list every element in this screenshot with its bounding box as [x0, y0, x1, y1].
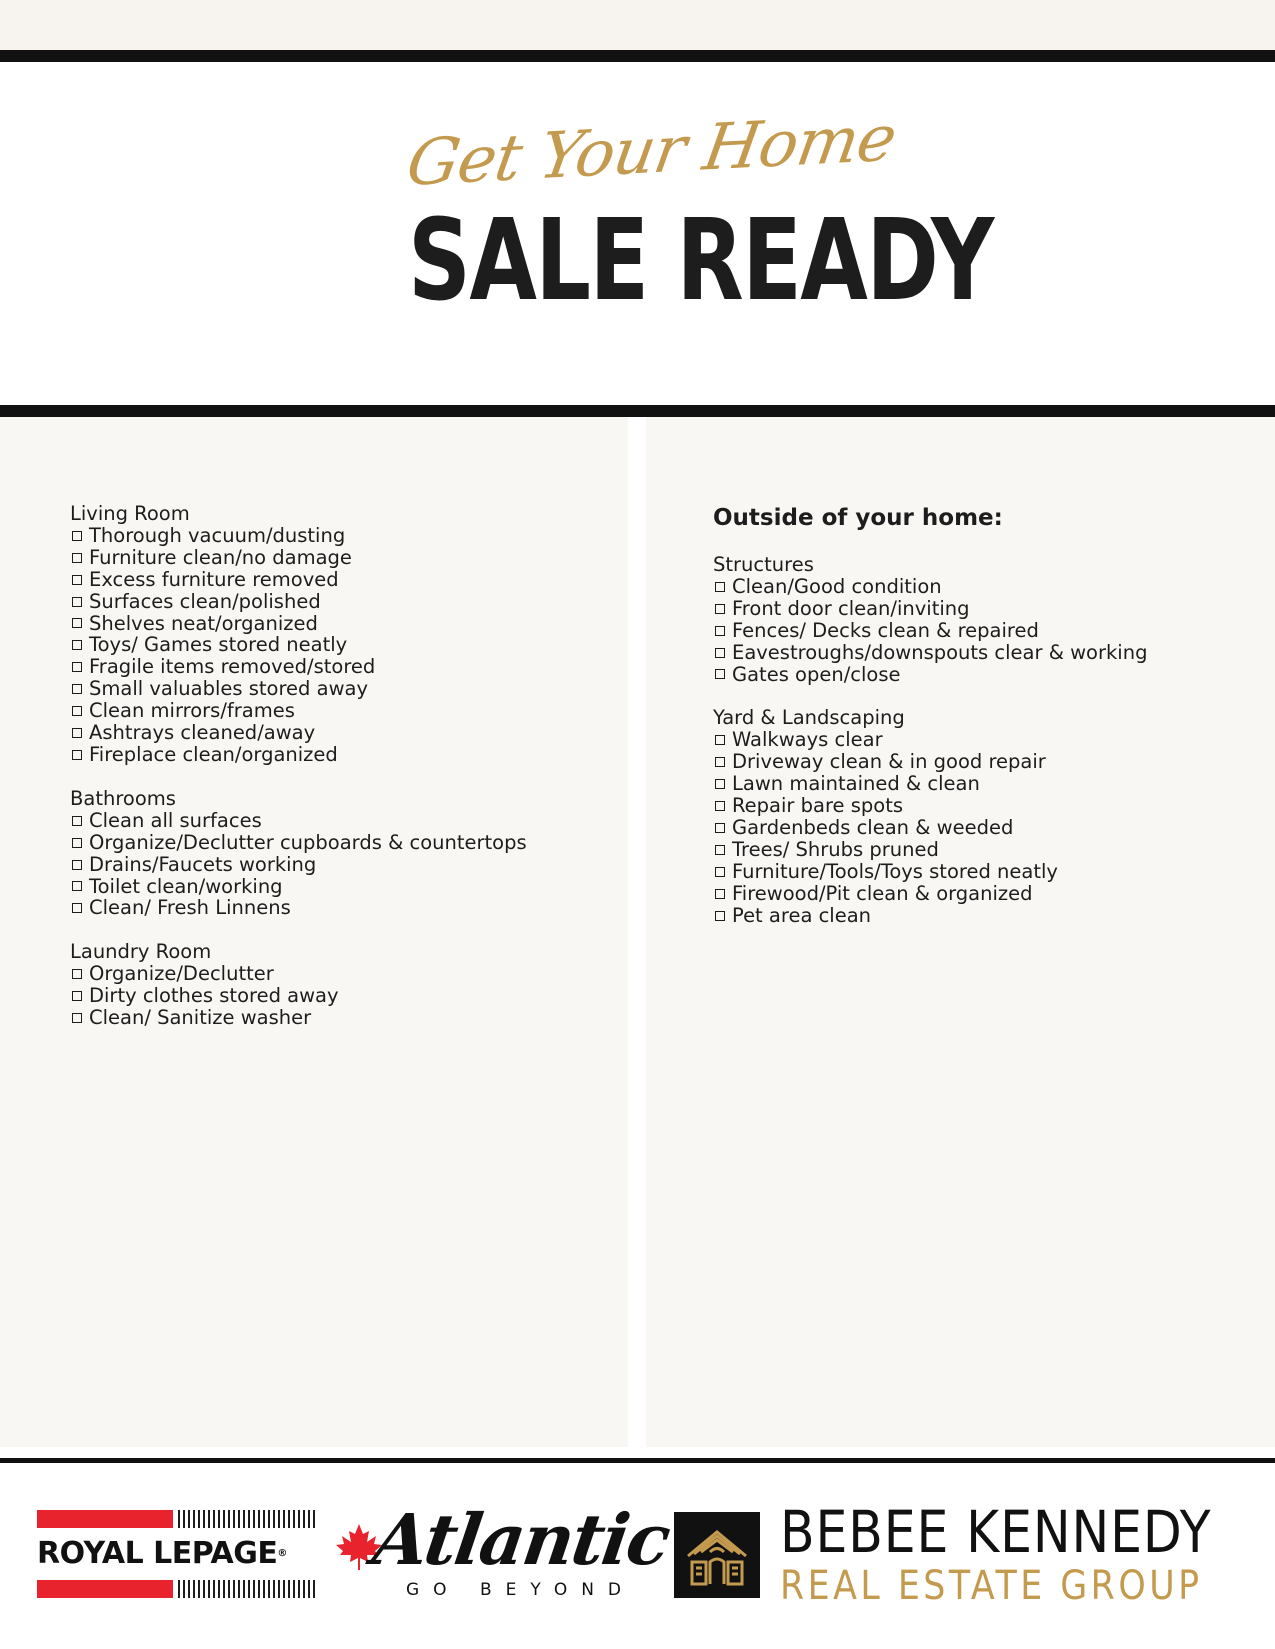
item-list — [70, 525, 630, 766]
inside-checklist — [70, 503, 630, 1051]
checklist-item-label: Front door clean/inviting — [732, 596, 970, 620]
section-living-room — [70, 503, 630, 766]
checklist-item — [713, 883, 1273, 905]
checklist-item — [70, 1007, 630, 1029]
checklist-item-label: Repair bare spots — [732, 794, 904, 818]
checklist-item — [70, 963, 630, 985]
checkbox-icon — [72, 618, 82, 628]
checklist-item-label: Toilet clean/working — [89, 874, 283, 898]
item-list — [713, 729, 1273, 926]
section-title: Structures — [713, 553, 814, 576]
checklist-item-label: Excess furniture removed — [89, 567, 339, 591]
checkbox-icon — [715, 626, 725, 636]
checkbox-icon — [715, 845, 725, 855]
section-title: Yard & Landscaping — [713, 706, 905, 730]
checklist-item — [70, 722, 630, 744]
atlantic-logo — [334, 1498, 674, 1610]
checklist-item — [70, 547, 630, 569]
checklist-item-label: Fences/ Decks clean & repaired — [732, 618, 1039, 642]
checklist-item-label: Gates open/close — [732, 662, 901, 686]
section-title: Laundry Room — [70, 940, 212, 964]
checklist-item-label: Clean/ Sanitize washer — [89, 1006, 312, 1030]
checklist-item-label: Firewood/Pit clean & organized — [732, 881, 1033, 905]
checklist-item — [70, 591, 630, 613]
checkbox-icon — [72, 1013, 82, 1023]
checklist-item — [713, 773, 1273, 795]
checkbox-icon — [72, 728, 82, 738]
checkbox-icon — [72, 881, 82, 891]
checkbox-icon — [72, 969, 82, 979]
main-title: SALE READY — [408, 196, 993, 326]
checklist-item — [70, 810, 630, 832]
checklist-item-label: Organize/Declutter cupboards & countertops — [89, 830, 527, 854]
checkbox-icon — [72, 640, 82, 650]
royal-lepage-wordmark: ROYAL LEPAGE® — [37, 1536, 287, 1571]
middle-rule — [0, 405, 1275, 417]
checkbox-icon — [72, 750, 82, 760]
checkbox-icon — [72, 597, 82, 607]
item-list — [70, 963, 630, 1029]
checklist-item-label: Surfaces clean/polished — [89, 589, 321, 613]
top-rule — [0, 50, 1275, 62]
checklist-item-label: Trees/ Shrubs pruned — [732, 837, 939, 861]
checkbox-icon — [72, 991, 82, 1001]
checklist-item — [713, 861, 1273, 883]
bebee-kennedy-subtitle: REAL ESTATE GROUP — [780, 1563, 1203, 1609]
script-title: Get Your Home — [401, 101, 901, 201]
checklist-item — [713, 576, 1273, 598]
checklist-item — [70, 613, 630, 635]
checkbox-icon — [72, 553, 82, 563]
house-emblem-icon — [674, 1512, 760, 1598]
checklist-item-label: Ashtrays cleaned/away — [89, 721, 316, 745]
checklist-item-label: Pet area clean — [732, 903, 872, 927]
checklist-item-label: Fireplace clean/organized — [89, 742, 338, 766]
section-title: Living Room — [70, 502, 190, 525]
checklist-item-label: Drains/Faucets working — [89, 852, 317, 876]
checklist-item — [70, 700, 630, 722]
checkbox-icon — [72, 903, 82, 913]
atlantic-wordmark: Atlantic — [368, 1498, 674, 1581]
logo-barcode-bar — [178, 1580, 316, 1598]
checklist-item-label: Gardenbeds clean & weeded — [732, 815, 1014, 839]
checkbox-icon — [715, 757, 725, 767]
checklist-item-label: Clean all surfaces — [89, 808, 262, 832]
section-laundry-room — [70, 941, 630, 1029]
top-band — [0, 0, 1275, 50]
checkbox-icon — [715, 823, 725, 833]
checklist-item — [713, 620, 1273, 642]
checkbox-icon — [715, 669, 725, 679]
checkbox-icon — [72, 662, 82, 672]
checklist-item — [70, 678, 630, 700]
checklist-item — [713, 642, 1273, 664]
checklist-item — [70, 634, 630, 656]
checklist-item — [70, 569, 630, 591]
checkbox-icon — [72, 838, 82, 848]
section-yard-landscaping — [713, 707, 1273, 926]
checklist-item-label: Small valuables stored away — [89, 677, 369, 701]
checklist-item-label: Thorough vacuum/dusting — [89, 523, 346, 547]
checklist-item — [713, 795, 1273, 817]
checklist-item-label: Dirty clothes stored away — [89, 984, 339, 1008]
checkbox-icon — [72, 531, 82, 541]
checkbox-icon — [715, 867, 725, 877]
checkbox-icon — [715, 648, 725, 658]
checkbox-icon — [715, 911, 725, 921]
checkbox-icon — [72, 816, 82, 826]
bebee-kennedy-name: BEBEE KENNEDY — [780, 1498, 1212, 1566]
checklist-item — [70, 656, 630, 678]
checkbox-icon — [715, 801, 725, 811]
checklist-item — [713, 729, 1273, 751]
checkbox-icon — [715, 889, 725, 899]
checklist-item-label: Clean/ Fresh Linnens — [89, 896, 291, 920]
item-list — [713, 576, 1273, 686]
checklist-item-label: Fragile items removed/stored — [89, 655, 376, 679]
outside-heading: Outside of your home: — [713, 505, 1003, 531]
checklist-item — [713, 839, 1273, 861]
checklist-item — [70, 985, 630, 1007]
checklist-item-label: Shelves neat/organized — [89, 611, 318, 635]
checklist-item — [713, 905, 1273, 927]
checkbox-icon — [715, 582, 725, 592]
checklist-item — [70, 854, 630, 876]
item-list — [70, 810, 630, 920]
checkbox-icon — [72, 575, 82, 585]
royal-lepage-logo — [37, 1510, 317, 1598]
checklist-item-label: Walkways clear — [732, 728, 883, 752]
checklist-item-label: Organize/Declutter — [89, 962, 274, 986]
checkbox-icon — [72, 706, 82, 716]
checklist-item-label: Eavestroughs/downspouts clear & working — [732, 640, 1148, 664]
checkbox-icon — [715, 604, 725, 614]
checklist-item — [70, 744, 630, 766]
section-title: Bathrooms — [70, 786, 176, 810]
checklist-item-label: Clean mirrors/frames — [89, 699, 295, 723]
atlantic-tagline: GO BEYOND — [406, 1580, 636, 1600]
section-structures — [713, 554, 1273, 685]
checklist-item-label: Toys/ Games stored neatly — [89, 633, 348, 657]
logo-barcode-bar — [178, 1510, 316, 1528]
logo-red-bar — [37, 1510, 173, 1528]
outside-checklist — [713, 503, 1273, 949]
checklist-item — [70, 832, 630, 854]
checkbox-icon — [715, 735, 725, 745]
checklist-item-label: Furniture clean/no damage — [89, 545, 352, 569]
checklist-item — [70, 876, 630, 898]
checklist-item — [70, 897, 630, 919]
house-emblem-icon — [674, 1512, 760, 1598]
checkbox-icon — [72, 860, 82, 870]
checklist-item-label: Clean/Good condition — [732, 574, 942, 598]
checkbox-icon — [715, 779, 725, 789]
checklist-item-label: Furniture/Tools/Toys stored neatly — [732, 859, 1058, 883]
checklist-item-label: Driveway clean & in good repair — [732, 750, 1046, 774]
checklist-item — [713, 817, 1273, 839]
checklist-item — [70, 525, 630, 547]
logo-red-bar — [37, 1580, 173, 1598]
checkbox-icon — [72, 684, 82, 694]
checklist-item — [713, 598, 1273, 620]
section-bathrooms — [70, 788, 630, 919]
checklist-item-label: Lawn maintained & clean — [732, 772, 980, 796]
checklist-item — [713, 664, 1273, 686]
checklist-item — [713, 751, 1273, 773]
